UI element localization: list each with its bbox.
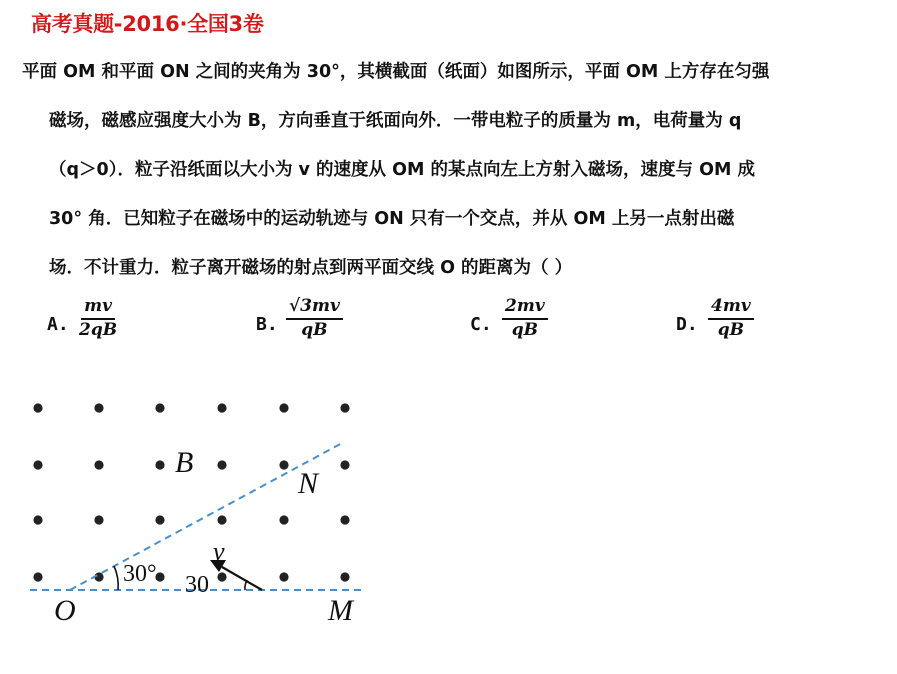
- field-dot: [217, 403, 226, 412]
- option-b-fraction: [286, 298, 343, 340]
- field-dot: [279, 515, 288, 524]
- option-d-fraction: [708, 298, 754, 340]
- angle-label-velocity: 30: [185, 572, 209, 598]
- field-dot: [155, 515, 164, 524]
- option-c-fraction: [502, 298, 548, 340]
- plane-on-line: [70, 442, 344, 590]
- field-dot: [155, 572, 164, 581]
- plane-n-label: N: [298, 467, 319, 500]
- field-dot: [94, 515, 103, 524]
- option-b-letter: B.: [256, 314, 278, 335]
- field-dot: [33, 403, 42, 412]
- velocity-label: v: [213, 537, 225, 566]
- field-dot: [33, 515, 42, 524]
- field-dot: [94, 460, 103, 469]
- option-a-fraction: [79, 298, 117, 340]
- field-dot: [94, 403, 103, 412]
- field-dot: [155, 460, 164, 469]
- option-c-numerator: 2mv: [502, 298, 548, 320]
- origin-label-o: O: [54, 594, 76, 627]
- option-a-numerator: mv: [81, 298, 115, 320]
- option-c-denominator: qB: [511, 319, 538, 340]
- page-title: 高考真题-2016·全国3卷: [31, 12, 264, 36]
- option-c-letter: C.: [470, 314, 492, 335]
- field-dot: [217, 515, 226, 524]
- option-d-numerator: 4mv: [708, 298, 754, 320]
- question-line-4: 30° 角．已知粒子在磁场中的运动轨迹与 ON 只有一个交点，并从 OM 上另一点射出磁: [49, 209, 735, 229]
- field-dot: [279, 460, 288, 469]
- option-b-denominator: qB: [301, 319, 328, 340]
- option-a-denominator: 2qB: [79, 319, 118, 340]
- field-dot: [340, 403, 349, 412]
- field-dot: [279, 572, 288, 581]
- question-line-1: 平面 OM 和平面 ON 之间的夹角为 30°，其横截面（纸面）如图所示，平面 OM 上方存在匀强: [22, 62, 770, 82]
- field-label-b: B: [175, 446, 194, 479]
- option-b-numerator: √3mv: [286, 298, 343, 320]
- magnetic-field-diagram: [0, 380, 400, 640]
- field-dot: [33, 572, 42, 581]
- angle-arc-o: [114, 566, 118, 590]
- question-line-2: 磁场，磁感应强度大小为 B，方向垂直于纸面向外．一带电粒子的质量为 m，电荷量为 q: [49, 111, 742, 131]
- option-d-denominator: qB: [717, 319, 744, 340]
- field-dot: [217, 460, 226, 469]
- field-dot: [217, 572, 226, 581]
- field-dot: [155, 403, 164, 412]
- question-line-3: （q＞0）．粒子沿纸面以大小为 v 的速度从 OM 的某点向左上方射入磁场，速度与 OM 成: [49, 160, 755, 180]
- field-dot: [33, 460, 42, 469]
- field-dot: [340, 572, 349, 581]
- question-line-5: 场．不计重力．粒子离开磁场的射点到两平面交线 O 的距离为（ ）: [49, 258, 573, 278]
- angle-label-planes: 30°: [123, 561, 157, 587]
- option-a-letter: A.: [47, 314, 69, 335]
- plane-m-label: M: [328, 594, 353, 627]
- field-dot: [340, 460, 349, 469]
- option-d-letter: D.: [676, 314, 698, 335]
- field-dot: [279, 403, 288, 412]
- velocity-vector: [222, 567, 262, 590]
- field-dot: [340, 515, 349, 524]
